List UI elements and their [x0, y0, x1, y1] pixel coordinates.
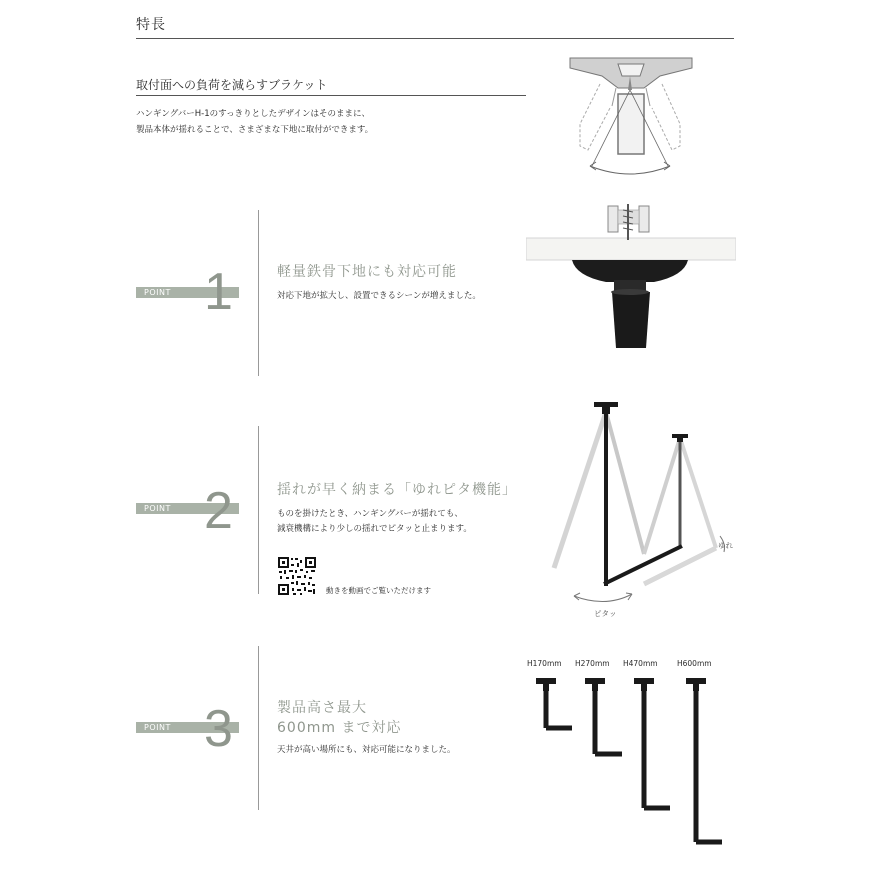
qr-caption: 動きを動画でご覧いただけます [326, 586, 431, 595]
desc-line: 天井が高い場所にも、対応可能になりました。 [277, 745, 456, 755]
heading-line: 製品高さ最大 [277, 700, 367, 716]
desc-line: 減衰機構により少しの揺れでピタッと止まります。 [277, 524, 472, 534]
heading-line: 揺れが早く納まる「ゆれピタ機能」 [277, 482, 517, 498]
heading-line: 軽量鉄骨下地にも対応可能 [277, 264, 457, 280]
point-2-divider [258, 426, 259, 594]
point-2-description [277, 507, 472, 537]
size-label-h470: H470mm [623, 659, 658, 668]
size-label-h270: H270mm [575, 659, 610, 668]
bracket-cross-section-illustration [560, 54, 700, 182]
point-3-number: 3 [204, 700, 233, 758]
section-title: 特長 [136, 17, 166, 33]
size-label-h600: H600mm [677, 659, 712, 668]
desc-line: ものを掛けたとき、ハンギングバーが揺れても、 [277, 509, 463, 519]
point-label: POINT [144, 504, 171, 513]
point-1-number: 1 [204, 263, 233, 321]
point-2-number: 2 [204, 482, 233, 540]
desc-line: 対応下地が拡大し、設置できるシーンが増えました。 [277, 291, 481, 301]
swinging-bar-illustration [540, 396, 750, 626]
intro-divider [136, 95, 526, 96]
intro-line: 製品本体が揺れることで、さまざまな下地に取付ができます。 [136, 125, 374, 135]
point-1-description [277, 289, 481, 304]
size-comparison-illustration [520, 672, 730, 852]
qr-code-icon[interactable] [277, 556, 317, 596]
point-1-heading [277, 262, 457, 282]
point-2-heading [277, 480, 517, 500]
intro-text [136, 106, 373, 138]
pitatto-annotation: ピタッ [594, 609, 617, 618]
point-label: POINT [144, 723, 171, 732]
point-3-divider [258, 646, 259, 810]
heading-line: 600mm まで対応 [277, 720, 402, 736]
point-1-divider [258, 210, 259, 376]
intro-title: 取付面への負荷を減らすブラケット [136, 78, 328, 92]
size-label-h170: H170mm [527, 659, 562, 668]
ceiling-mount-illustration [526, 200, 736, 360]
point-label: POINT [144, 288, 171, 297]
point-3-description [277, 743, 456, 758]
point-3-heading [277, 698, 401, 738]
intro-line: ハンギングバーH-1のすっきりとしたデザインはそのままに、 [136, 109, 370, 119]
header-divider [136, 38, 734, 39]
yure-annotation: ゆれ [718, 541, 733, 550]
